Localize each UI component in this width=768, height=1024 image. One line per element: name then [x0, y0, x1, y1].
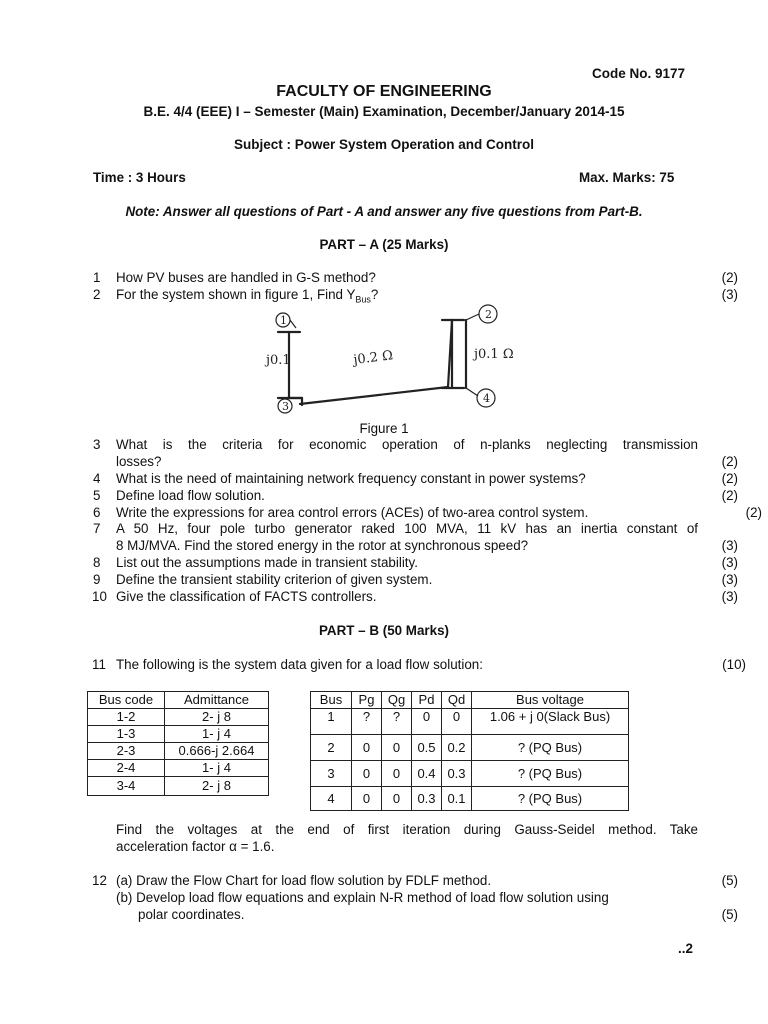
- bus-data-table: [310, 691, 629, 811]
- question-9: 9 Define the transient stability criterion of given system. (3): [93, 572, 738, 587]
- table-header-row: [88, 692, 269, 709]
- page-continuation: ..2: [678, 941, 693, 956]
- table-row: 2-3 0.666-j 2.664: [88, 743, 269, 760]
- table-row: 1 ? ? 0 0 1.06 + j 0(Slack Bus): [311, 709, 629, 735]
- table-header: Bus: [311, 692, 352, 709]
- part-a-heading: PART – A (25 Marks): [319, 237, 449, 252]
- node-2-label: 2: [485, 308, 492, 321]
- question-2: 2 For the system shown in figure 1, Find $Y_{Bus}$? (3): [93, 287, 738, 305]
- max-marks: Max. Marks: 75: [579, 170, 675, 185]
- question-12: 12 (a) Draw the Flow Chart for load flow solution by FDLF method. (5) (b) Develop load flow equations and explain N-R method of load flow solution using polar coordinates. (5): [92, 873, 738, 922]
- table-row: 4 0 0 0.3 0.1 ? (PQ Bus): [311, 787, 629, 811]
- question-11-followup: Find the voltages at the end of first iteration during Gauss-Seidel method. Take acceleration factor α = 1.6.: [116, 822, 698, 854]
- figure-1-caption: Figure 1: [359, 421, 409, 436]
- table-header: Qg: [382, 692, 412, 709]
- code-number: Code No. 9177: [592, 66, 686, 81]
- table-row: 1-2 2- j 8: [88, 709, 269, 726]
- instruction-note: Note: Answer all questions of Part - A and answer any five questions from Part-B.: [125, 204, 643, 219]
- node-4-label: 4: [483, 392, 490, 405]
- question-11: 11 The following is the system data given for a load flow solution: (10): [92, 657, 746, 672]
- faculty-title: FACULTY OF ENGINEERING: [276, 83, 492, 100]
- line-2-4-impedance: j0.1 Ω: [474, 347, 514, 362]
- node-1-label: 1: [280, 314, 287, 327]
- table-header: Bus voltage: [472, 692, 629, 709]
- time-line: Time : 3 Hours: [93, 170, 186, 185]
- question-4: 4 What is the need of maintaining network frequency constant in power systems? (2): [93, 471, 738, 486]
- line-1-3-impedance: j0.1: [266, 353, 291, 368]
- question-6: 6 Write the expressions for area control errors (ACEs) of two-area control system. (2): [93, 505, 762, 520]
- table-row: 3-4 2- j 8: [88, 777, 269, 796]
- table-row: 2 0 0 0.5 0.2 ? (PQ Bus): [311, 735, 629, 761]
- question-5: 5 Define load flow solution. (2): [93, 488, 738, 503]
- exam-title: B.E. 4/4 (EEE) I – Semester (Main) Examination, December/January 2014-15: [143, 104, 625, 119]
- table-header: Bus code: [88, 692, 165, 709]
- table-header-row: [311, 692, 629, 709]
- question-8: 8 List out the assumptions made in transient stability. (3): [93, 555, 738, 570]
- line-3-4-impedance: j0.2 Ω: [352, 348, 394, 368]
- question-10: 10 Give the classification of FACTS controllers. (3): [92, 589, 738, 604]
- node-3-label: 3: [282, 400, 289, 413]
- subject-line: Subject : Power System Operation and Control: [233, 137, 535, 152]
- question-7: 7 A 50 Hz, four pole turbo generator raked 100 MVA, 11 kV has an inertia constant of 8 MJ/MVA. Find the stored energy in the rotor at synchronous speed? (3): [93, 521, 738, 553]
- figure-1-diagram: [262, 302, 522, 420]
- admittance-table: [87, 691, 269, 796]
- table-header: Pd: [412, 692, 442, 709]
- table-header: Pg: [352, 692, 382, 709]
- table-header: Admittance: [165, 692, 269, 709]
- part-b-heading: PART – B (50 Marks): [319, 623, 449, 638]
- question-3: 3 What is the criteria for economic operation of n-planks neglecting transmission losses? (2): [93, 437, 738, 469]
- question-1: 1 How PV buses are handled in G-S method? (2): [93, 270, 738, 285]
- table-header: Qd: [442, 692, 472, 709]
- table-row: 3 0 0 0.4 0.3 ? (PQ Bus): [311, 761, 629, 787]
- table-row: 2-4 1- j 4: [88, 760, 269, 777]
- table-row: 1-3 1- j 4: [88, 726, 269, 743]
